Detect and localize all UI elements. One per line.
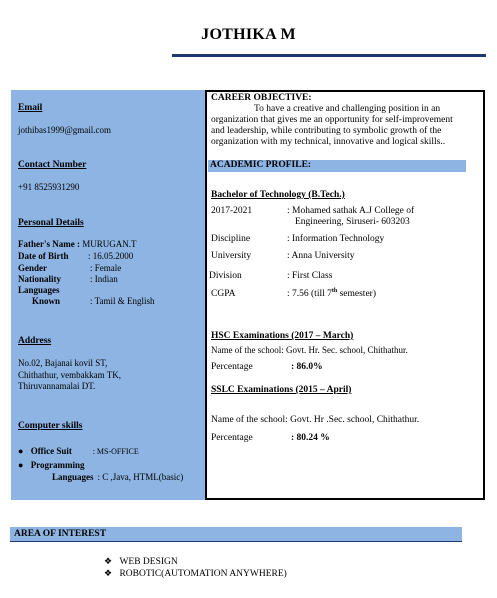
sslc-percentage-label: Percentage — [211, 433, 253, 443]
interest-item — [104, 568, 287, 579]
dob-label: Date of Birth — [18, 251, 69, 261]
candidate-name: JOTHIKA M — [201, 26, 296, 43]
diamond-bullet-icon: ❖ — [104, 568, 113, 578]
programming-languages-value: : C ,Java, HTML(basic) — [97, 472, 184, 482]
btech-row-cgpa — [211, 288, 376, 299]
career-line-1: To have a creative and challenging position in an — [254, 104, 441, 114]
sslc-percentage-row — [211, 433, 330, 443]
programming-row — [18, 460, 85, 470]
gender-row: Gender : Female — [18, 263, 122, 273]
university-value: : Anna University — [287, 251, 355, 261]
interest-heading: AREA OF INTEREST — [14, 529, 107, 539]
hsc-percentage-row — [211, 362, 323, 372]
address-line-2: Chithathur, vembakkam TK, — [18, 370, 121, 380]
programming-languages-row — [52, 472, 183, 482]
btech-row-years — [211, 206, 414, 216]
interest-item — [104, 556, 178, 567]
father-label: Father's Name — [18, 239, 75, 249]
career-line-2: organization that gives me an opportunity for self-improvement — [211, 115, 453, 125]
name-underline-rule — [172, 54, 486, 57]
career-heading: CAREER OBJECTIVE: — [211, 93, 312, 103]
btech-row-discipline — [211, 234, 384, 244]
nationality-row: Nationality : Indian — [18, 274, 118, 284]
sslc-percentage-value: : 80.24 % — [291, 433, 330, 443]
father-value: MURUGAN.T — [82, 239, 137, 249]
interest-item-label: WEB DESIGN — [119, 557, 178, 567]
sidebar-panel — [11, 90, 205, 500]
personal-heading: Personal Details — [18, 218, 84, 228]
nationality-label: Nationality — [18, 274, 62, 284]
discipline-value: : Information Technology — [287, 234, 385, 244]
career-line-4: organization with my technical, innovative and logical skills.. — [211, 137, 446, 147]
office-label: Office Suit — [30, 446, 72, 456]
academic-heading: ACADEMIC PROFILE: — [208, 160, 466, 172]
btech-row-division — [209, 271, 332, 281]
office-row — [18, 446, 139, 456]
discipline-label: Discipline — [211, 234, 251, 244]
career-line-3: and leadership, while contributing to symbolic growth of the — [211, 126, 442, 136]
languages-label: Languages — [18, 285, 60, 295]
division-label: Division — [209, 271, 242, 281]
university-label: University — [211, 251, 252, 261]
interest-rule — [10, 541, 462, 542]
cgpa-sup: th — [331, 288, 338, 294]
office-value: : MS-OFFICE — [92, 447, 139, 456]
btech-college-line2: Engineering, Siruseri- 603203 — [295, 217, 410, 227]
email-heading: Email — [18, 103, 43, 113]
father-row: Father's Name : MURUGAN.T — [18, 239, 137, 249]
interest-item-label: ROBOTIC(AUTOMATION ANYWHERE) — [119, 569, 287, 579]
hsc-school: Name of the school: Govt. Hr. Sec. school, Chithathur. — [211, 345, 408, 355]
hsc-percentage-value: : 86.0% — [291, 362, 323, 372]
btech-years-label: 2017-2021 — [211, 206, 253, 216]
skills-heading: Computer skills — [18, 421, 83, 431]
programming-label: Programming — [30, 460, 85, 470]
sslc-school: Name of the school: Govt. Hr .Sec. school, Chithathur. — [211, 415, 420, 425]
email-value: jothibas1999@gmail.com — [18, 125, 112, 135]
nationality-value: Indian — [94, 274, 118, 284]
btech-college-value: : Mohamed sathak A.J College of — [287, 206, 415, 216]
cgpa-label: CGPA — [211, 289, 236, 300]
cgpa-value-after: semester) — [337, 289, 376, 300]
address-line-3: Thiruvannamalai DT. — [18, 381, 96, 391]
address-line-1: No.02, Bajanai kovil ST, — [18, 358, 108, 368]
address-heading: Address — [18, 336, 52, 346]
bullet-icon: ● — [18, 460, 24, 470]
known-label: Known — [32, 296, 61, 306]
division-value: : First Class — [287, 271, 333, 281]
hsc-heading: HSC Examinations (2017 – March) — [211, 331, 354, 341]
btech-row-university — [211, 251, 355, 261]
bullet-icon: ● — [18, 446, 24, 456]
diamond-bullet-icon: ❖ — [104, 556, 113, 566]
contact-heading: Contact Number — [18, 160, 87, 170]
cgpa-value: : 7.56 (till 7 — [287, 289, 332, 300]
dob-value: 16.05.2000 — [92, 251, 134, 261]
languages-value: Tamil & English — [94, 296, 155, 306]
programming-languages-label: Languages — [52, 472, 94, 482]
phone-value: +91 8525931290 — [18, 182, 80, 192]
btech-heading: Bachelor of Technology (B.Tech.) — [211, 190, 345, 200]
languages-known-row: Known : Tamil & English — [32, 296, 155, 306]
hsc-percentage-label: Percentage — [211, 362, 253, 372]
sslc-heading: SSLC Examinations (2015 – April) — [211, 385, 352, 395]
dob-row: Date of Birth : 16.05.2000 — [18, 251, 134, 261]
gender-label: Gender — [18, 263, 47, 273]
gender-value: Female — [94, 263, 122, 273]
